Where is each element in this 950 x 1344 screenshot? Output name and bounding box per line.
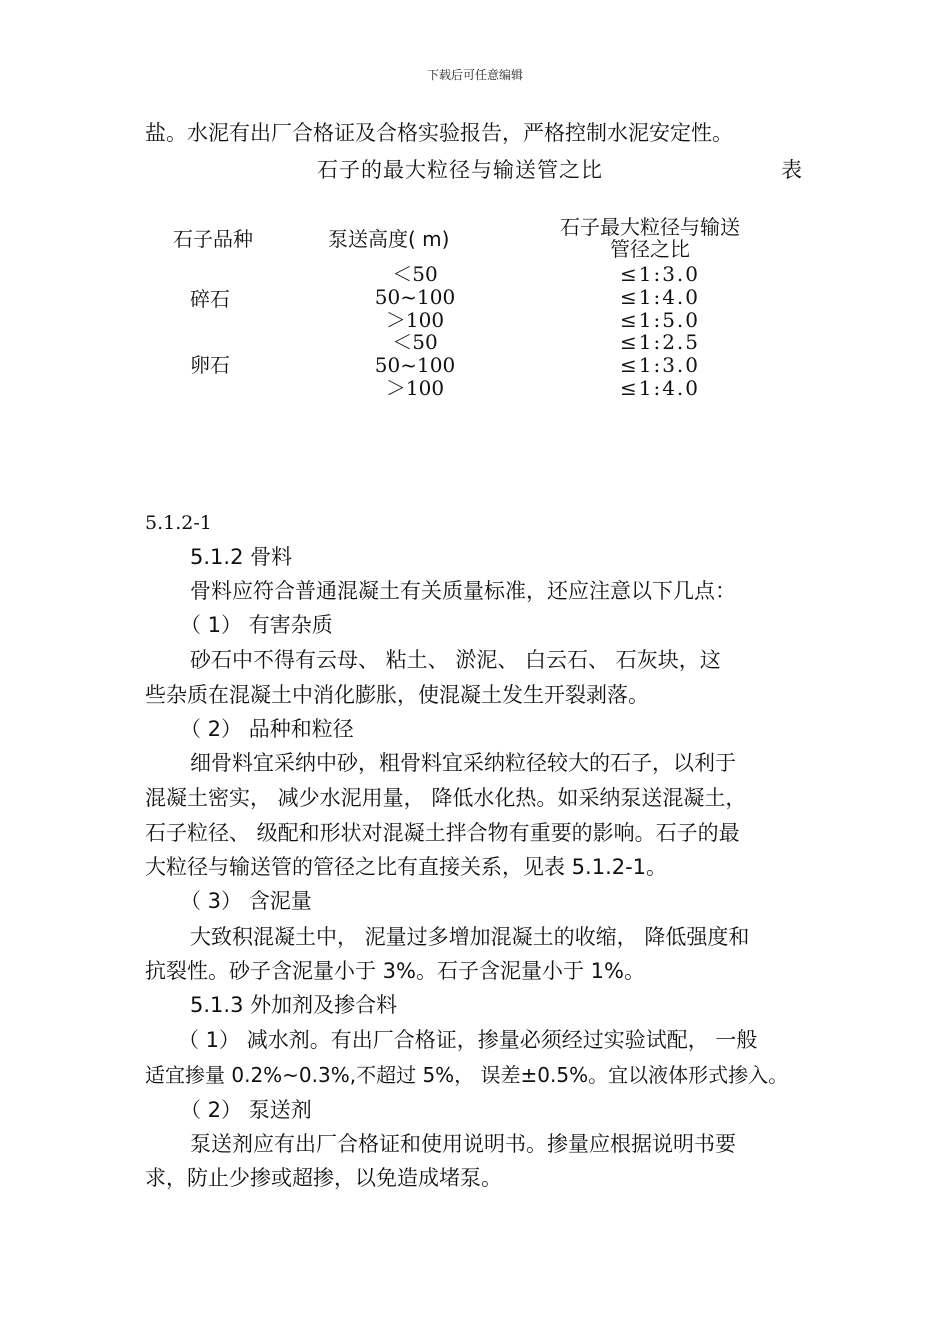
paragraph-line: 石子粒径、 级配和形状对混凝土拌合物有重要的影响。石子的最 — [145, 821, 740, 845]
col-header-kind: 石子品种 — [173, 227, 253, 251]
paragraph-line: 细骨料宜采纳中砂，粗骨料宜采纳粒径较大的石子，以利于 — [190, 751, 736, 775]
kind-crushed-stone: 碎石 — [190, 287, 230, 311]
page-header: 下载后可任意编辑 — [426, 68, 523, 82]
ratio-cell: ≤1:3.0 — [619, 353, 701, 377]
height-cell: ＞100 — [385, 376, 445, 400]
table-number: 5.1.2-1 — [145, 512, 212, 534]
paragraph-line: 砂石中不得有云母、 粘土、 淤泥、 白云石、 石灰块，这 — [190, 648, 721, 672]
ratio-cell: ≤1:3.0 — [619, 262, 701, 286]
table-title: 石子的最大粒径与输送管之比 — [317, 158, 603, 182]
col-header-ratio-line2: 管径之比 — [610, 237, 690, 261]
subheading-pumping-agent: （ 2） 泵送剂 — [180, 1098, 312, 1122]
ratio-cell: ≤1:4.0 — [619, 285, 701, 309]
col-header-height: 泵送高度( m) — [328, 227, 450, 251]
height-cell: ＞100 — [385, 308, 445, 332]
height-cell: ＜50 — [392, 262, 438, 286]
subheading-harmful-impurities: （ 1） 有害杂质 — [180, 613, 333, 637]
ratio-cell: ≤1:2.5 — [619, 330, 701, 354]
ratio-cell: ≤1:4.0 — [619, 376, 701, 400]
paragraph-line: 适宜掺量 0.2%~0.3%,不超过 5%， 误差±0.5%。宜以液体形式掺入。 — [145, 1063, 789, 1087]
paragraph-line: （ 1） 减水剂。有出厂合格证，掺量必须经过实验试配， 一般 — [178, 1028, 758, 1052]
section-heading-aggregate: 5.1.2 骨料 — [190, 545, 293, 569]
subheading-mud-content: （ 3） 含泥量 — [180, 889, 312, 913]
kind-pebble: 卵石 — [190, 353, 230, 377]
col-header-ratio-line1: 石子最大粒径与输送 — [560, 215, 740, 239]
subheading-type-size: （ 2） 品种和粒径 — [180, 717, 354, 741]
ratio-cell: ≤1:5.0 — [619, 308, 701, 332]
paragraph-line: 求，防止少掺或超掺，以免造成堵泵。 — [145, 1166, 502, 1190]
paragraph-line: 大粒径与输送管的管径之比有直接关系，见表 5.1.2-1。 — [145, 855, 668, 879]
table-title-suffix: 表 — [781, 158, 802, 182]
height-cell: 50~100 — [374, 353, 456, 377]
paragraph-line: 混凝土密实， 减少水泥用量， 降低水化热。如采纳泵送混凝土， — [145, 786, 747, 810]
paragraph-line: 抗裂性。砂子含泥量小于 3%。石子含泥量小于 1%。 — [145, 959, 645, 983]
paragraph-line: 骨料应符合普通混凝土有关质量标准，还应注意以下几点： — [190, 579, 736, 603]
height-cell: ＜50 — [392, 330, 438, 354]
section-heading-admixtures: 5.1.3 外加剂及掺合料 — [190, 993, 398, 1017]
height-cell: 50~100 — [374, 285, 456, 309]
intro-line: 盐。水泥有出厂合格证及合格实验报告，严格控制水泥安定性。 — [145, 121, 733, 145]
paragraph-line: 些杂质在混凝土中消化膨胀，使混凝土发生开裂剥落。 — [145, 683, 649, 707]
paragraph-line: 泵送剂应有出厂合格证和使用说明书。掺量应根据说明书要 — [190, 1132, 736, 1156]
paragraph-line: 大致积混凝土中， 泥量过多增加混凝土的收缩， 降低强度和 — [190, 925, 750, 949]
